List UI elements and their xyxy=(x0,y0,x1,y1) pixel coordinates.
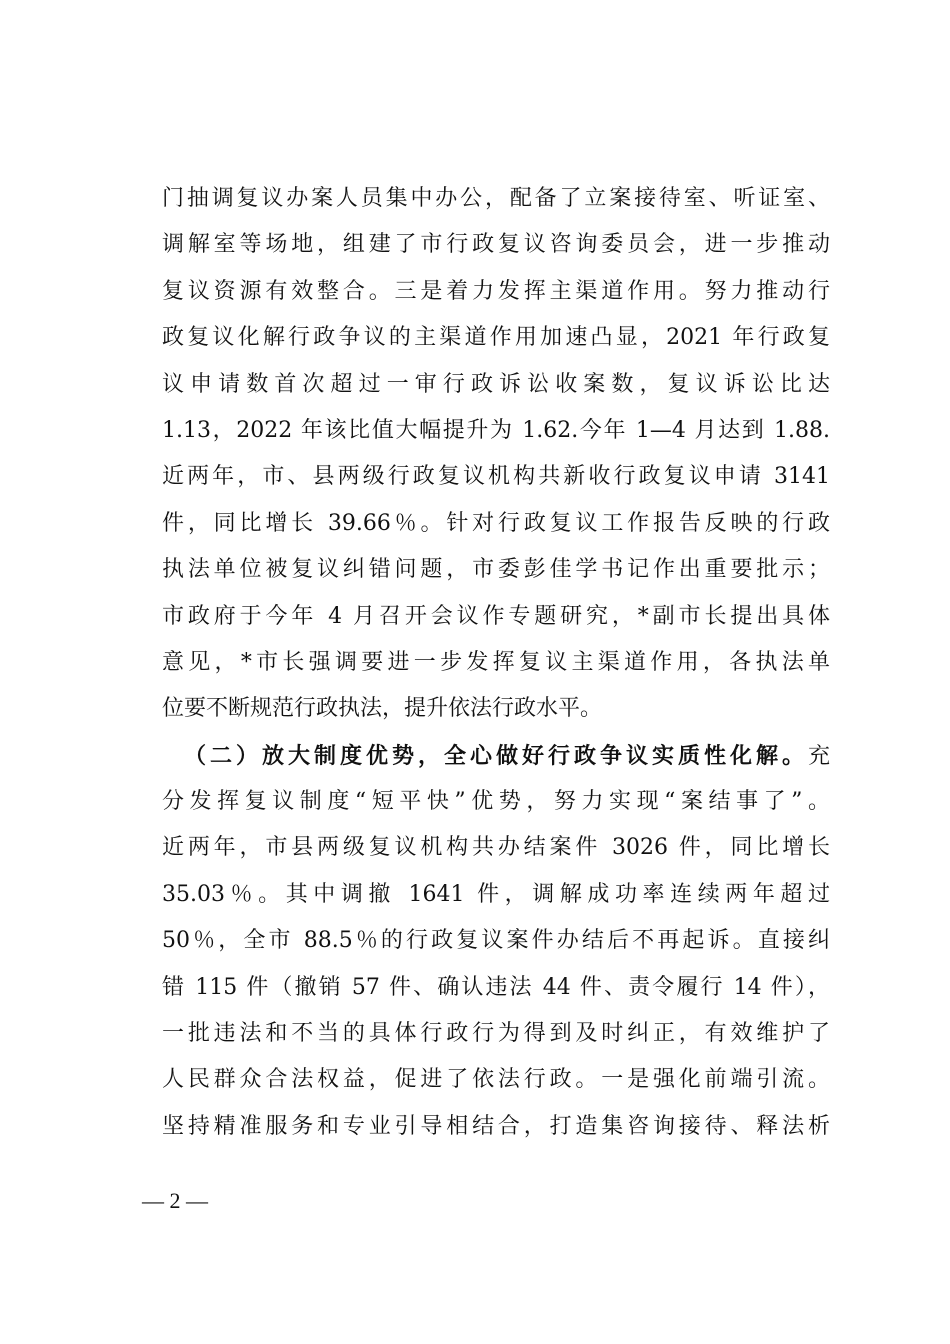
text-line: 近两年，市县两级复议机构共办结案件 3026 件，同比增长 xyxy=(162,835,830,861)
text-line: 政复议化解行政争议的主渠道作用加速凸显，2021 年行政复 xyxy=(162,325,830,351)
page-number: — 2 — xyxy=(142,1188,208,1213)
text-line: 市政府于今年 4 月召开会议作专题研究，*副市长提出具体 xyxy=(162,603,830,629)
text-line: 1.13，2022 年该比值大幅提升为 1.62.今年 1—4 月达到 1.88. xyxy=(162,417,830,443)
text-line: 门抽调复议办案人员集中办公，配备了立案接待室、听证室、 xyxy=(162,186,830,211)
text-line: 坚持精准服务和专业引导相结合，打造集咨询接待、释法析 xyxy=(162,1113,830,1139)
text-line: 分发挥复议制度“短平快”优势，努力实现“案结事了”。 xyxy=(162,789,830,815)
body-text xyxy=(162,176,830,1150)
text-line: 意见，*市长强调要进一步发挥复议主渠道作用，各执法单 xyxy=(162,649,830,675)
text-line: 议申请数首次超过一审行政诉讼收案数，复议诉讼比达 xyxy=(162,371,830,397)
text-line: 件，同比增长 39.66％。针对行政复议工作报告反映的行政 xyxy=(162,510,830,536)
section-heading-continuation: 充 xyxy=(807,743,830,769)
section-heading: （二）放大制度优势，全心做好行政争议实质性化解。 xyxy=(184,742,808,769)
text-line: 50％，全市 88.5％的行政复议案件办结后不再起诉。直接纠 xyxy=(162,928,830,954)
text-line: 一批违法和不当的具体行政行为得到及时纠正，有效维护了 xyxy=(162,1021,830,1047)
text-line: 复议资源有效整合。三是着力发挥主渠道作用。努力推动行 xyxy=(162,278,830,304)
text-line: 调解室等场地，组建了市行政复议咨询委员会，进一步推动 xyxy=(162,232,830,258)
text-line: 位要不断规范行政执法，提升依法行政水平。 xyxy=(162,696,603,722)
section-heading-line xyxy=(162,733,830,779)
text-line: 近两年，市、县两级行政复议机构共新收行政复议申请 3141 xyxy=(162,464,830,490)
text-line: 错 115 件（撤销 57 件、确认违法 44 件、责令履行 14 件）， xyxy=(162,974,830,1000)
text-line: 35.03％。其中调撤 1641 件，调解成功率连续两年超过 xyxy=(162,881,830,907)
text-line: 执法单位被复议纠错问题，市委彭佳学书记作出重要批示； xyxy=(162,557,830,583)
text-line: 人民群众合法权益，促进了依法行政。一是强化前端引流。 xyxy=(162,1067,830,1093)
